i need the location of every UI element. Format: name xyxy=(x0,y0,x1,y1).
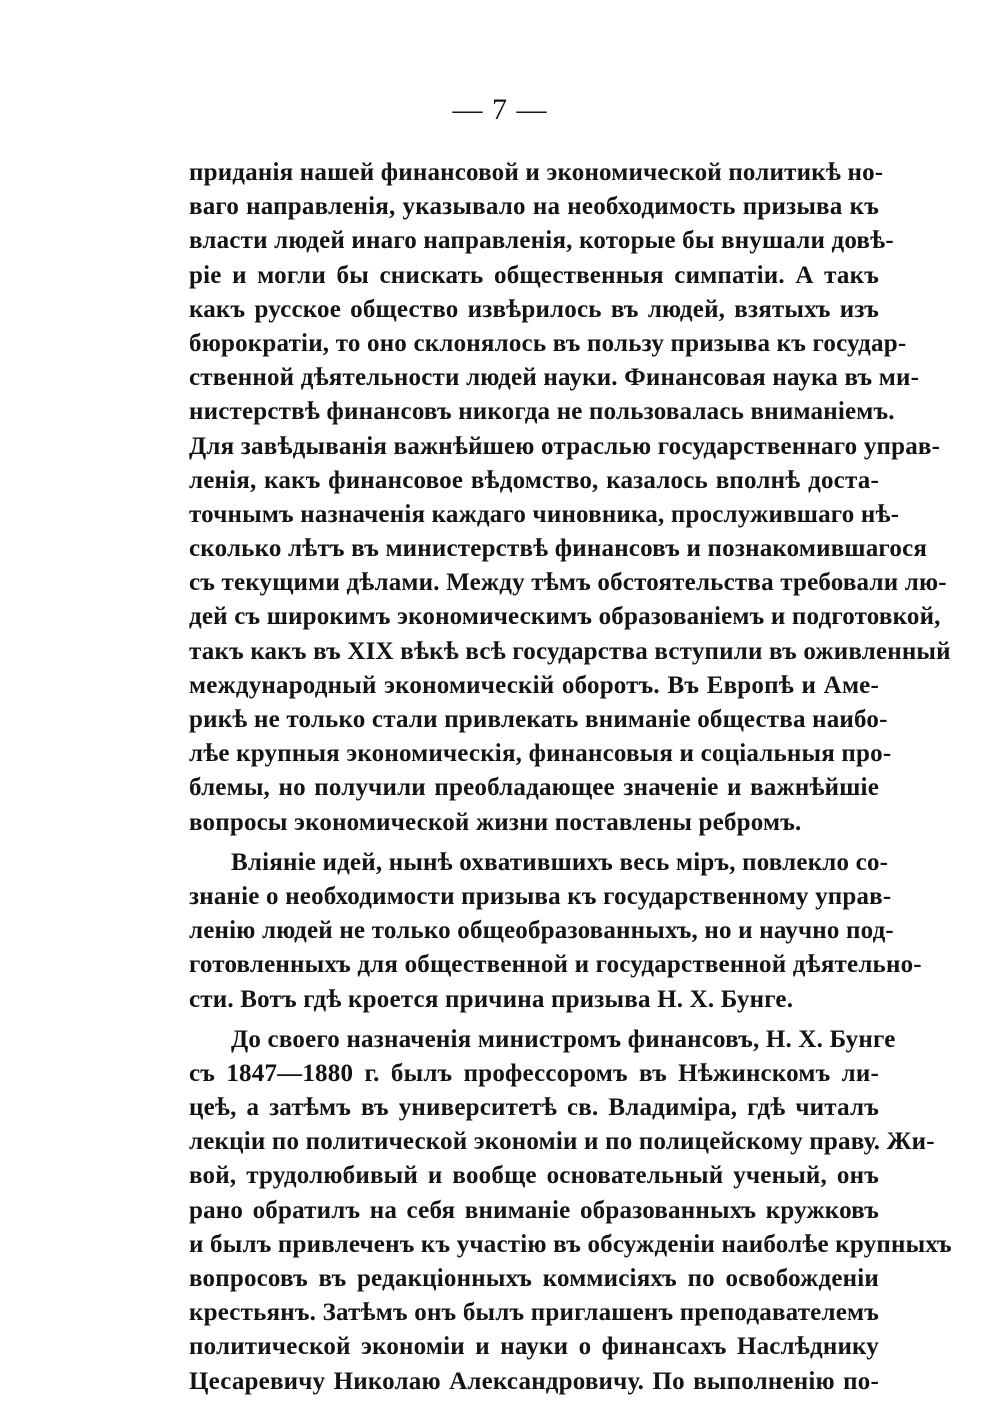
text-line: международный экономическій оборотъ. Въ Европѣ и Аме- xyxy=(189,671,879,699)
body-text xyxy=(189,156,952,1399)
text-line: рикѣ не только стали привлекать вниманіе общества наибо- xyxy=(189,706,888,733)
text-line: ваго направленія, указывало на необходимость призыва къ xyxy=(189,193,879,221)
text-line: вой, трудолюбивый и вообще основательный ученый, онъ xyxy=(189,1162,879,1190)
text-line: ственной дѣятельности людей науки. Финансовая наука въ ми- xyxy=(189,364,920,392)
text-line: приданія нашей финансовой и экономической политикѣ но- xyxy=(189,159,884,186)
text-line: какъ русское общество извѣрилось въ людей, взятыхъ изъ xyxy=(189,295,879,323)
text-line: власти людей инаго направленія, которые бы внушали довѣ- xyxy=(189,227,894,255)
page-number: — 7 — xyxy=(452,93,548,126)
text-line: сколько лѣтъ въ министерствѣ финансовъ и познакомившагося xyxy=(189,535,928,563)
text-line: сти. Вотъ гдѣ кроется причина призыва Н. Х. Бунге. xyxy=(189,985,794,1013)
text-line: съ 1847—1880 г. былъ профессоромъ въ Нѣжинскомъ ли- xyxy=(189,1059,879,1087)
text-line: вопросы экономической жизни поставлены ребромъ. xyxy=(189,808,802,836)
text-line: До своего назначенія министромъ финансовъ, Н. Х. Бунге xyxy=(231,1025,896,1053)
paragraph-2 xyxy=(189,846,922,1017)
text-line: Вліяніе идей, нынѣ охватившихъ весь міръ, повлекло со- xyxy=(231,848,889,876)
text-line: ленія, какъ финансовое вѣдомство, казалось вполнѣ доста- xyxy=(189,466,879,494)
text-line: дей съ широкимъ экономическимъ образованіемъ и подготовкой, xyxy=(189,603,941,631)
text-line: крестьянъ. Затѣмъ онъ былъ приглашенъ преподавателемъ xyxy=(189,1299,879,1327)
text-line: бюрократіи, то оно склонялось въ пользу призыва къ государ- xyxy=(189,329,907,357)
text-line: знаніе о необходимости призыва къ государственному управ- xyxy=(189,882,892,910)
text-line: вопросовъ въ редакціонныхъ коммисіяхъ по освобожденіи xyxy=(189,1265,879,1292)
text-line: ріе и могли бы снискать общественныя симпатіи. А такъ xyxy=(189,261,879,289)
text-line: такъ какъ въ XIX вѣкѣ всѣ государства вступили въ оживленный xyxy=(189,637,951,665)
text-line: готовленныхъ для общественной и государственной дѣятельно- xyxy=(189,951,922,979)
paragraph-3 xyxy=(189,1023,952,1399)
text-line: съ текущими дѣлами. Между тѣмъ обстоятельства требовали лю- xyxy=(189,569,947,597)
text-line: лѣе крупныя экономическія, финансовыя и соціальныя про- xyxy=(189,740,892,768)
text-line: рано обратилъ на себя вниманіе образованныхъ кружковъ xyxy=(189,1196,879,1224)
text-line: Цесаревичу Николаю Александровичу. По выполненію по- xyxy=(189,1367,879,1395)
paragraph-1 xyxy=(189,156,951,840)
text-line: нистерствѣ финансовъ никогда не пользовалась вниманіемъ. xyxy=(189,398,895,426)
text-line: блемы, но получили преобладающее значеніе и важнѣйшіе xyxy=(189,774,879,802)
text-line: политической экономіи и науки о финансахъ Наслѣднику xyxy=(189,1333,879,1361)
text-line: лекціи по политической экономіи и по полицейскому праву. Жи- xyxy=(189,1128,935,1156)
text-line: и былъ привлеченъ къ участію въ обсужденіи наиболѣе крупныхъ xyxy=(189,1230,952,1258)
text-line: точнымъ назначенія каждаго чиновника, прослужившаго нѣ- xyxy=(189,500,900,528)
text-line: Для завѣдыванія важнѣйшею отраслью государственнаго управ- xyxy=(189,432,941,460)
text-line: ленію людей не только общеобразованныхъ, но и научно под- xyxy=(189,917,894,945)
text-line: цеѣ, а затѣмъ въ университетѣ св. Владиміра, гдѣ читалъ xyxy=(189,1094,879,1122)
